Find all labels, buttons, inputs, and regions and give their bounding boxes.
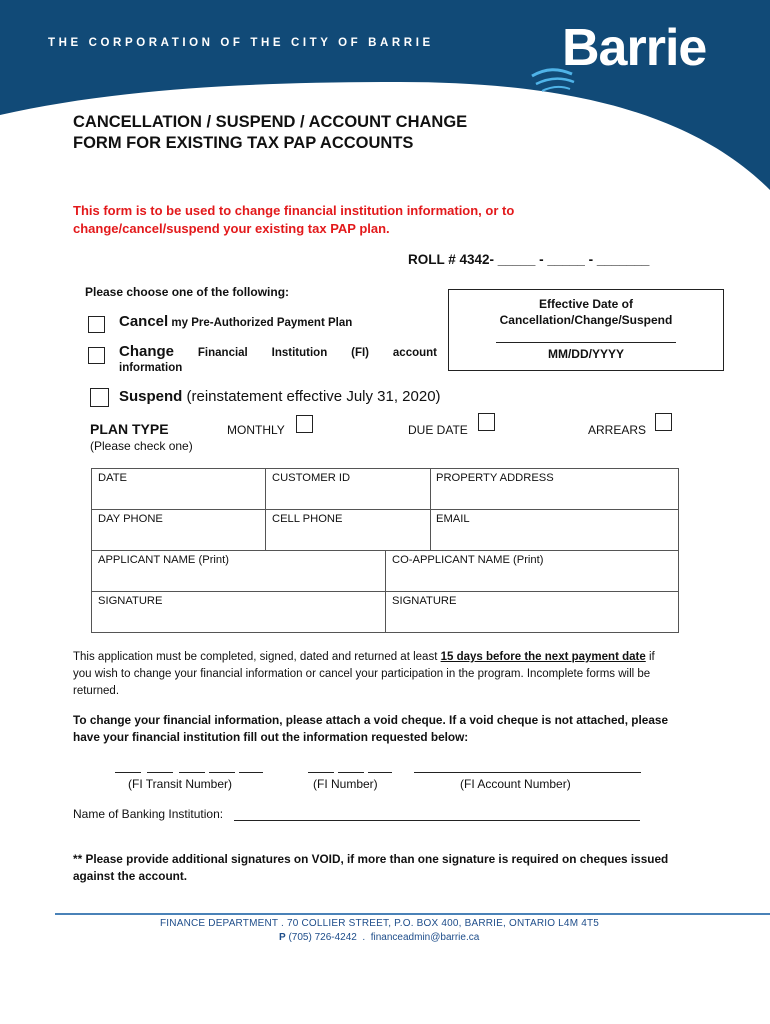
effective-date-title: [449, 296, 723, 328]
title-line-1: CANCELLATION / SUSPEND / ACCOUNT CHANGE: [73, 113, 468, 131]
arrears-label: ARREARS: [588, 423, 647, 437]
cancel-label: Cancel: [119, 313, 169, 330]
separator: .: [362, 932, 366, 943]
effective-title-line-2: Cancellation/Change/Suspend: [499, 313, 673, 327]
fi-transit-input-line[interactable]: [115, 772, 141, 773]
suspend-label: Suspend: [119, 388, 183, 405]
choose-prompt: Please choose one of the following:: [85, 285, 290, 299]
cancel-description: my Pre-Authorized Payment Plan: [171, 317, 353, 329]
fi-transit-label: (FI Transit Number): [128, 777, 233, 791]
change-word: account: [392, 347, 437, 359]
suspend-checkbox[interactable]: [90, 388, 109, 407]
fi-account-input-line[interactable]: [414, 772, 641, 773]
applicant-info-grid: [91, 468, 679, 633]
fi-transit-input-line[interactable]: [209, 772, 235, 773]
completion-notice: [73, 649, 673, 700]
fi-number-label: (FI Number): [313, 777, 378, 791]
change-word: (FI): [351, 347, 370, 359]
footer-address: FINANCE DEPARTMENT . 70 COLLIER STREET, P.O. BOX 400, BARRIE, ONTARIO L4M 4T5: [160, 918, 600, 929]
void-cheque-instructions: To change your financial information, please attach a void cheque. If a void cheque is not attached, please have your financial institution fill out the information requested below:: [73, 713, 669, 744]
change-option: [119, 344, 437, 376]
plan-type-instruction: (Please check one): [90, 439, 193, 453]
fi-account-label: (FI Account Number): [460, 777, 571, 791]
form-title: [73, 112, 533, 154]
suspend-description: (reinstatement effective July 31, 2020): [186, 388, 441, 405]
co-applicant-name-field[interactable]: CO-APPLICANT NAME (Print): [392, 554, 544, 566]
grid-divider: [385, 551, 386, 633]
applicant-name-field[interactable]: APPLICANT NAME (Print): [98, 554, 229, 566]
intro-line-2: change/cancel/suspend your existing tax PAP plan.: [73, 221, 390, 236]
fi-number-input-line[interactable]: [338, 772, 364, 773]
notice-text: if you wish to change your financial information or cancel your participation in the program. Incomplete forms will be returned.: [73, 651, 655, 697]
phone-number: (705) 726-4242: [288, 932, 357, 943]
cancel-option: [119, 313, 352, 330]
footer-contact: [279, 932, 479, 943]
banking-institution-label: Name of Banking Institution:: [73, 807, 224, 821]
roll-number[interactable]: ROLL # 4342- _____ - _____ - _______: [408, 252, 650, 267]
footer-rule: [55, 913, 770, 915]
corporation-heading: THE CORPORATION OF THE CITY OF BARRIE: [48, 37, 434, 49]
title-line-2: FORM FOR EXISTING TAX PAP ACCOUNTS: [73, 134, 414, 152]
effective-date-format: MM/DD/YYYY: [547, 347, 624, 361]
barrie-logo: Barrie: [562, 19, 707, 77]
fi-transit-input-line[interactable]: [179, 772, 205, 773]
change-label: Change: [119, 343, 175, 360]
change-checkbox[interactable]: [88, 347, 105, 364]
fi-number-input-line[interactable]: [368, 772, 392, 773]
cancel-checkbox[interactable]: [88, 316, 105, 333]
customer-id-field[interactable]: CUSTOMER ID: [272, 472, 351, 484]
effective-date-input-line[interactable]: [496, 342, 676, 343]
email-link[interactable]: financeadmin@barrie.ca: [370, 932, 480, 943]
plan-type-label: PLAN TYPE: [90, 421, 169, 437]
intro-line-1: This form is to be used to change financial institution information, or to: [73, 203, 515, 218]
banking-institution-input-line[interactable]: [234, 820, 640, 821]
due-date-label: DUE DATE: [408, 423, 468, 437]
change-description-line-2: information: [119, 362, 183, 374]
arrears-checkbox[interactable]: [655, 413, 672, 431]
grid-divider: [92, 509, 678, 510]
day-phone-field[interactable]: DAY PHONE: [98, 513, 163, 525]
notice-text: This application must be completed, signed, dated and returned at least: [73, 651, 441, 663]
suspend-option: [119, 388, 441, 405]
effective-date-box: [448, 289, 724, 371]
monthly-checkbox[interactable]: [296, 415, 313, 433]
change-word: Institution: [271, 347, 328, 359]
monthly-label: MONTHLY: [227, 423, 285, 437]
fi-number-input-line[interactable]: [308, 772, 334, 773]
fi-transit-input-line[interactable]: [239, 772, 263, 773]
phone-label: P: [279, 932, 286, 943]
due-date-checkbox[interactable]: [478, 413, 495, 431]
grid-divider: [265, 469, 266, 551]
cell-phone-field[interactable]: CELL PHONE: [272, 513, 343, 525]
property-address-field[interactable]: PROPERTY ADDRESS: [436, 472, 554, 484]
change-word: Financial: [197, 347, 248, 359]
intro-text: [73, 202, 573, 238]
effective-title-line-1: Effective Date of: [538, 297, 634, 311]
additional-signatures-note: ** Please provide additional signatures on VOID, if more than one signature is required on cheques issued against the account.: [73, 852, 669, 883]
fi-transit-input-line[interactable]: [147, 772, 173, 773]
date-field[interactable]: DATE: [98, 472, 128, 484]
notice-deadline: 15 days before the next payment date: [440, 651, 646, 663]
grid-divider: [430, 469, 431, 551]
co-signature-field[interactable]: SIGNATURE: [392, 595, 457, 607]
email-field[interactable]: EMAIL: [436, 513, 470, 525]
signature-field[interactable]: SIGNATURE: [98, 595, 163, 607]
